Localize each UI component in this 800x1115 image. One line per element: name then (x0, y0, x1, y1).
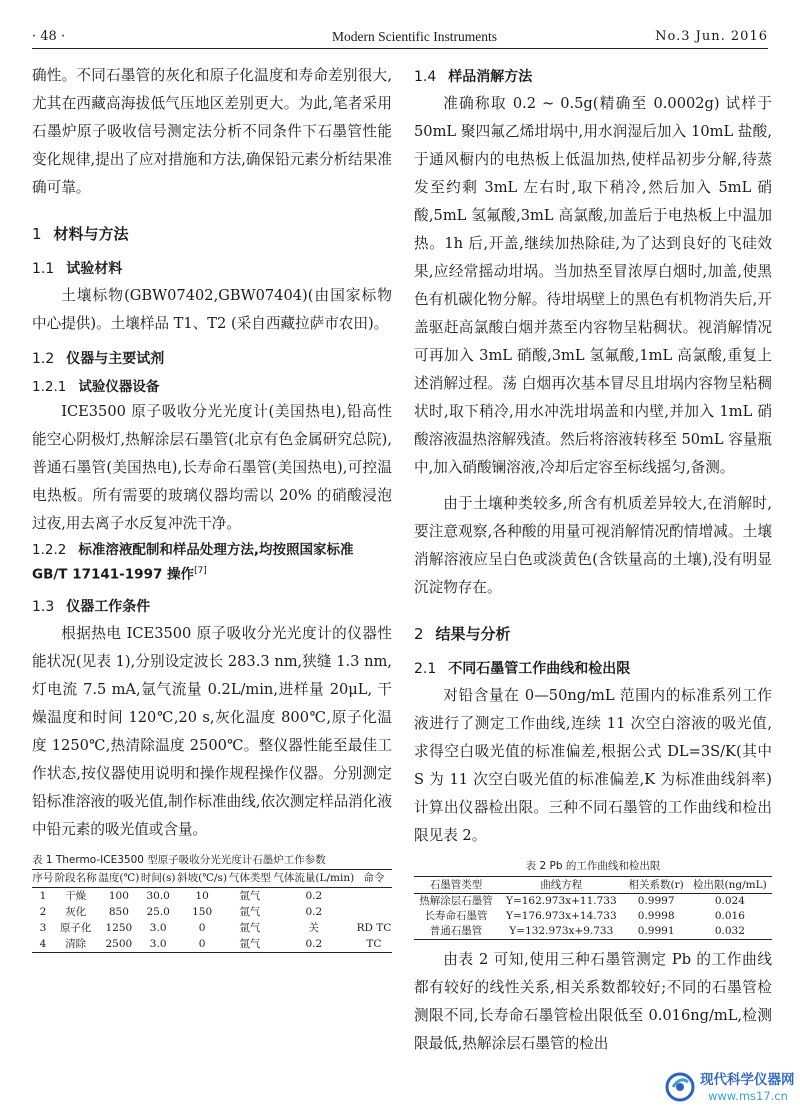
table-header-cell: 阶段名称 (54, 871, 97, 884)
table-cell: 1250 (105, 921, 133, 934)
table-2-discussion-paragraph: 由表 2 可知,使用三种石墨管测定 Pb 的工作曲线都有较好的线性关系,相关系数都较好;不同的石墨管检测限不同,长寿命石墨管检出限低至 0.016ng/mL,检测限最低,热解涂层石墨管的检出 (414, 951, 772, 1052)
table-row (414, 894, 772, 910)
table-cell: 850 (108, 905, 129, 918)
table-cell: TC (366, 937, 382, 950)
section-number: 1.3 (32, 598, 55, 615)
table-2 (414, 876, 772, 940)
table-row (32, 904, 392, 920)
table-cell: 0.016 (714, 910, 745, 922)
table-cell: Y=162.973x+11.733 (506, 895, 617, 907)
section-2-1-heading (414, 656, 772, 682)
table-cell: 150 (192, 905, 213, 918)
table-cell: 灰化 (65, 905, 87, 918)
section-title: 试验材料 (66, 261, 123, 277)
table-1 (32, 869, 392, 953)
table-cell: 氩气 (239, 921, 261, 934)
table-cell: 0.2 (305, 905, 323, 918)
table-cell: 0.032 (714, 925, 745, 937)
table-cell (356, 887, 392, 904)
table-cell: 氩气 (239, 905, 261, 918)
citation-ref: [7] (194, 566, 207, 576)
watermark-url: www.ms17.cn (708, 1089, 788, 1103)
table-cell: 25.0 (146, 905, 170, 918)
section-number: 1.2.1 (32, 379, 67, 395)
table-header-cell: 曲线方程 (540, 879, 583, 891)
digestion-paragraph: 准确称取 0.2 ~ 0.5g(精确至 0.0002g) 试样于 50mL 聚四氟乙烯坩埚中,用水润湿后加入 10mL 盐酸,于通风橱内的电热板上低温加热,使样品初步分解,待蒸发至约剩 3mL 左右时,取下稍冷,然后加入 5mL 硝酸,5mL 氢氟酸,3mL 高氯酸,加盖后于电热板上中温加热。1h 后,开盖,继续加热除硅,为了达到良好的飞硅效果,应经常摇动坩埚。当加热至冒浓厚白烟时,加盖,使黑色有机碳化物分解。待坩埚壁上的黑色有机物消失后,开盖驱赶高氯酸白烟并蒸至内容物呈粘稠状。视消解情况可再加入 3mL 硝酸,3mL 氢氟酸,1mL 高氯酸,重复上述消解过程。荡 白烟再次基本冒尽且坩埚内容物呈粘稠状时,取下稍冷,用水冲洗坩埚盖和内壁,并加入 1mL 硝酸溶液温热溶解残渣。然后将溶液转移至 50mL 容量瓶中,加入硝酸镧溶液,冷却后定容至标线摇匀,备测。 (414, 95, 772, 476)
table-row (32, 936, 392, 953)
table-cell: 0.9991 (637, 925, 675, 937)
section-number: 2.1 (414, 661, 437, 677)
table-cell: Y=176.973x+14.733 (506, 910, 617, 922)
site-logo-icon (664, 1070, 698, 1102)
table-header-row (414, 877, 772, 894)
table-header-cell: 温度(℃) (98, 871, 140, 884)
table-cell: 3.0 (149, 921, 167, 934)
table-cell: 0 (198, 921, 206, 934)
instruments-paragraph: ICE3500 原子吸收分光光度计(美国热电),铅高性能空心阴极灯,热解涂层石墨管(北京有色金属研究总院),普通石墨管(美国热电),长寿命石墨管(美国热电),可控温电热板。所有需要的玻璃仪器均需以 20% 的硝酸浸泡过夜,用去离子水反复冲洗干净。 (32, 403, 392, 532)
section-1-2-1-heading (32, 376, 392, 398)
right-column (414, 62, 772, 1058)
journal-name: Modern Scientific Instruments (332, 29, 497, 44)
section-number: 1.1 (32, 261, 55, 277)
table-cell: 0.024 (714, 895, 745, 907)
table-cell: 1 (39, 889, 47, 902)
table-cell: 热解涂层石墨管 (419, 895, 493, 907)
section-number: 1.4 (414, 69, 437, 85)
table-header-row (32, 869, 392, 887)
detection-limit-paragraph: 对铅含量在 0—50ng/mL 范围内的标准系列工作液进行了测定工作曲线,连续 11 次空白溶液的吸光值,求得空白吸光值的标准偏差,根据公式 DL=3S/K(其中 S 为 11 次空白吸光值的标准偏差,K 为标准曲线斜率)计算出仪器检出限。三种不同石墨管的工作曲线和检出限见表 2。 (414, 687, 772, 844)
table-cell: 清除 (65, 937, 87, 950)
table-cell: 长寿命石墨管 (424, 910, 488, 922)
section-title: 结果与分析 (435, 625, 511, 643)
table-cell: 关 (308, 921, 320, 934)
table-cell: 原子化 (59, 921, 92, 934)
table-header-cell: 气体类型 (228, 871, 271, 884)
table-cell: 0.9998 (637, 910, 675, 922)
table-cell (356, 904, 392, 920)
page-number: · 48 · (32, 29, 66, 44)
left-column (32, 62, 392, 953)
table-header-cell: 相关系数(r) (628, 879, 684, 891)
section-1-heading (32, 220, 392, 248)
table-cell: 100 (108, 889, 129, 902)
table-cell: 4 (39, 937, 47, 950)
section-1-3-heading (32, 594, 392, 620)
intro-paragraph: 确性。不同石墨管的灰化和原子化温度和寿命差别很大,尤其在西藏高海拔低气压地区差别更大。为此,笔者采用石墨炉原子吸收信号测定法分析不同条件下石墨管性能变化规律,提出了应对措施和方法,确保铅元素分析结果准确可靠。 (32, 67, 392, 196)
section-number: 1 (32, 225, 42, 243)
table-1-caption: 表 1 Thermo-ICE3500 型原子吸收分光光度计石墨炉工作参数 (32, 853, 326, 866)
section-1-2-2-heading (32, 540, 392, 586)
digestion-note-paragraph: 由于土壤种类较多,所含有机质差异较大,在消解时,要注意观察,各种酸的用量可视消解情况酌情增减。土壤消解溶液应呈白色或淡黄色(含铁量高的土壤),没有明显沉淀物存在。 (414, 495, 772, 596)
section-title: 仪器工作条件 (66, 598, 151, 615)
section-number: 2 (414, 625, 424, 643)
section-title: 样品消解方法 (448, 69, 533, 85)
table-header-cell: 序号 (32, 871, 54, 884)
table-cell: 2 (39, 905, 47, 918)
table-header-cell: 气体流量(L/min) (273, 871, 355, 884)
section-title: 标准溶液配制和样品处理方法,均按照国家标准 GB/T 17141-1997 操作 (32, 542, 354, 583)
conditions-paragraph: 根据热电 ICE3500 原子吸收分光光度计的仪器性能状况(见表 1),分别设定波长 283.3 nm,狭缝 1.3 nm,灯电流 7.5 mA,氩气流量 0.2L/min,进样量 20μL, 干燥温度和时间 120℃,20 s,灰化温度 800℃,原子化温度 1250℃,热清除温度 2500℃。整仪器性能至最佳工作状态,按仪器使用说明和操作规程操作仪器。分别测定铅标准溶液的吸光值,制作标准曲线,依次测定样品消化液中铅元素的吸光值或含量。 (32, 624, 392, 838)
section-title: 材料与方法 (53, 225, 129, 243)
table-header-cell: 检出限(ng/mL) (693, 879, 767, 891)
table-header-cell: 命令 (363, 871, 385, 884)
table-cell: 0.2 (305, 937, 323, 950)
table-cell: 氩气 (239, 937, 261, 950)
table-2-caption: 表 2 Pb 的工作曲线和检出限 (525, 860, 661, 872)
section-number: 1.2 (32, 351, 55, 367)
table-cell: 0 (198, 937, 206, 950)
section-title: 不同石墨管工作曲线和检出限 (448, 661, 631, 677)
table-header-cell: 时间(s) (140, 871, 176, 884)
materials-paragraph: 土壤标物(GBW07402,GBW07404)(由国家标物中心提供)。土壤样品 T1、T2 (采自西藏拉萨市农田)。 (32, 287, 392, 332)
table-cell: 氩气 (239, 889, 261, 902)
issue-info: No.3 Jun. 2016 (655, 29, 768, 44)
table-cell: 30.0 (146, 889, 170, 902)
section-1-4-heading (414, 64, 772, 90)
section-1-2-heading (32, 346, 392, 372)
table-cell: RD TC (356, 921, 392, 934)
table-row (414, 924, 772, 940)
table-cell: 10 (195, 889, 209, 902)
table-cell: Y=132.973x+9.733 (509, 925, 614, 937)
table-header-cell: 石墨管类型 (429, 879, 483, 891)
table-cell: 2500 (105, 937, 133, 950)
section-2-heading (414, 620, 772, 648)
table-row (32, 887, 392, 904)
table-header-cell: 斜坡(℃/s) (177, 871, 228, 884)
watermark (664, 1068, 796, 1108)
table-cell: 0.9997 (637, 895, 675, 907)
section-1-1-heading (32, 256, 392, 282)
table-cell: 0.2 (305, 889, 323, 902)
running-header (32, 26, 768, 49)
table-cell: 干燥 (65, 889, 87, 902)
table-cell: 3 (39, 921, 47, 934)
table-cell: 3.0 (149, 937, 167, 950)
watermark-title: 现代科学仪器网 (700, 1072, 795, 1088)
table-row (414, 909, 772, 924)
table-row (32, 920, 392, 936)
section-title: 试验仪器设备 (78, 379, 160, 395)
section-number: 1.2.2 (32, 542, 67, 558)
section-title: 仪器与主要试剂 (66, 351, 165, 367)
table-cell: 普通石墨管 (429, 925, 483, 937)
